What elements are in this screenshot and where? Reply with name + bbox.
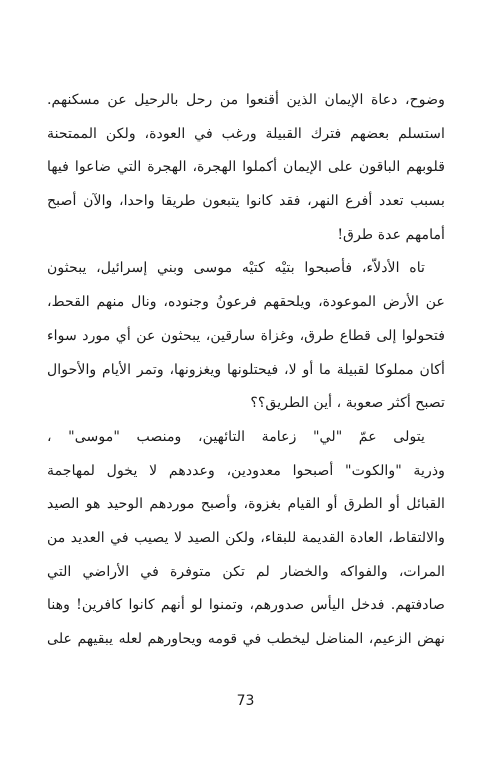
page-number: 73: [236, 693, 255, 709]
text-line: تاه الأدلاّء، فأصبحوا بتيْه كتيْه موسى وبني إسرائيل، يبحثون: [47, 260, 425, 277]
text-line: القبائل أو الطرق أو القيام بغزوة، وأصبح موردهم الوحيد هو الصيد: [47, 496, 445, 513]
text-line: والالتقاط، العادة القديمة للبقاء، ولكن الصيد لا يصيب في العديد من: [47, 529, 445, 546]
text-line: يتولى عمّ "لي" زعامة التائهين، ومنصب "موسى" ،: [47, 428, 425, 445]
text-line: صادفتهم. فدخل اليأس صدورهم، وتمنوا لو أنهم كانوا كافرين! وهنا: [47, 597, 445, 614]
text-line: المرات، والفواكه والخضار لم تكن متوفرة في الأراضي التي: [47, 563, 445, 580]
body-text: [47, 84, 445, 657]
text-line: نهض الزعيم، المناضل ليخطب في قومه ويحاورهم لعله يبقيهم على: [47, 631, 445, 647]
text-line: وذرية "والكوت" أصبحوا معدودين، وعددهم لا يخول لمهاجمة: [47, 462, 445, 479]
text-line: عن الأرض الموعودة، ويلحقهم فرعونُ وجنوده، ونال منهم القحط،: [47, 294, 445, 311]
text-line: أكان مملوكا لقبيلة ما أو لا، فيحتلونها ويغزونها، وتمر الأيام والأحوال: [47, 361, 445, 378]
text-line: أمامهم عدة طرق!: [337, 226, 445, 243]
text-line: استسلم بعضهم فترك القبيلة ورغب في العودة، ولكن الممتحنة: [47, 125, 445, 142]
text-line: وضوح، دعاة الإيمان الذين أقنعوا من رحل بالرحيل عن مسكنهم.: [47, 92, 445, 108]
text-line: فتحولوا إلى قطاع طرق، وغزاة سارقين، يبحثون عن أي مورد سواء: [47, 327, 445, 344]
text-line: قلوبهم الباقون على الإيمان أكملوا الهجرة، الهجرة التي ضاعوا فيها: [47, 159, 445, 176]
text-line: بسبب تعدد أفرع النهر، فقد كانوا يتبعون طريقا واحدا، والآن أصبح: [47, 193, 445, 210]
text-line: تصبح أكثر صعوبة ، أين الطريق؟؟: [250, 395, 445, 412]
